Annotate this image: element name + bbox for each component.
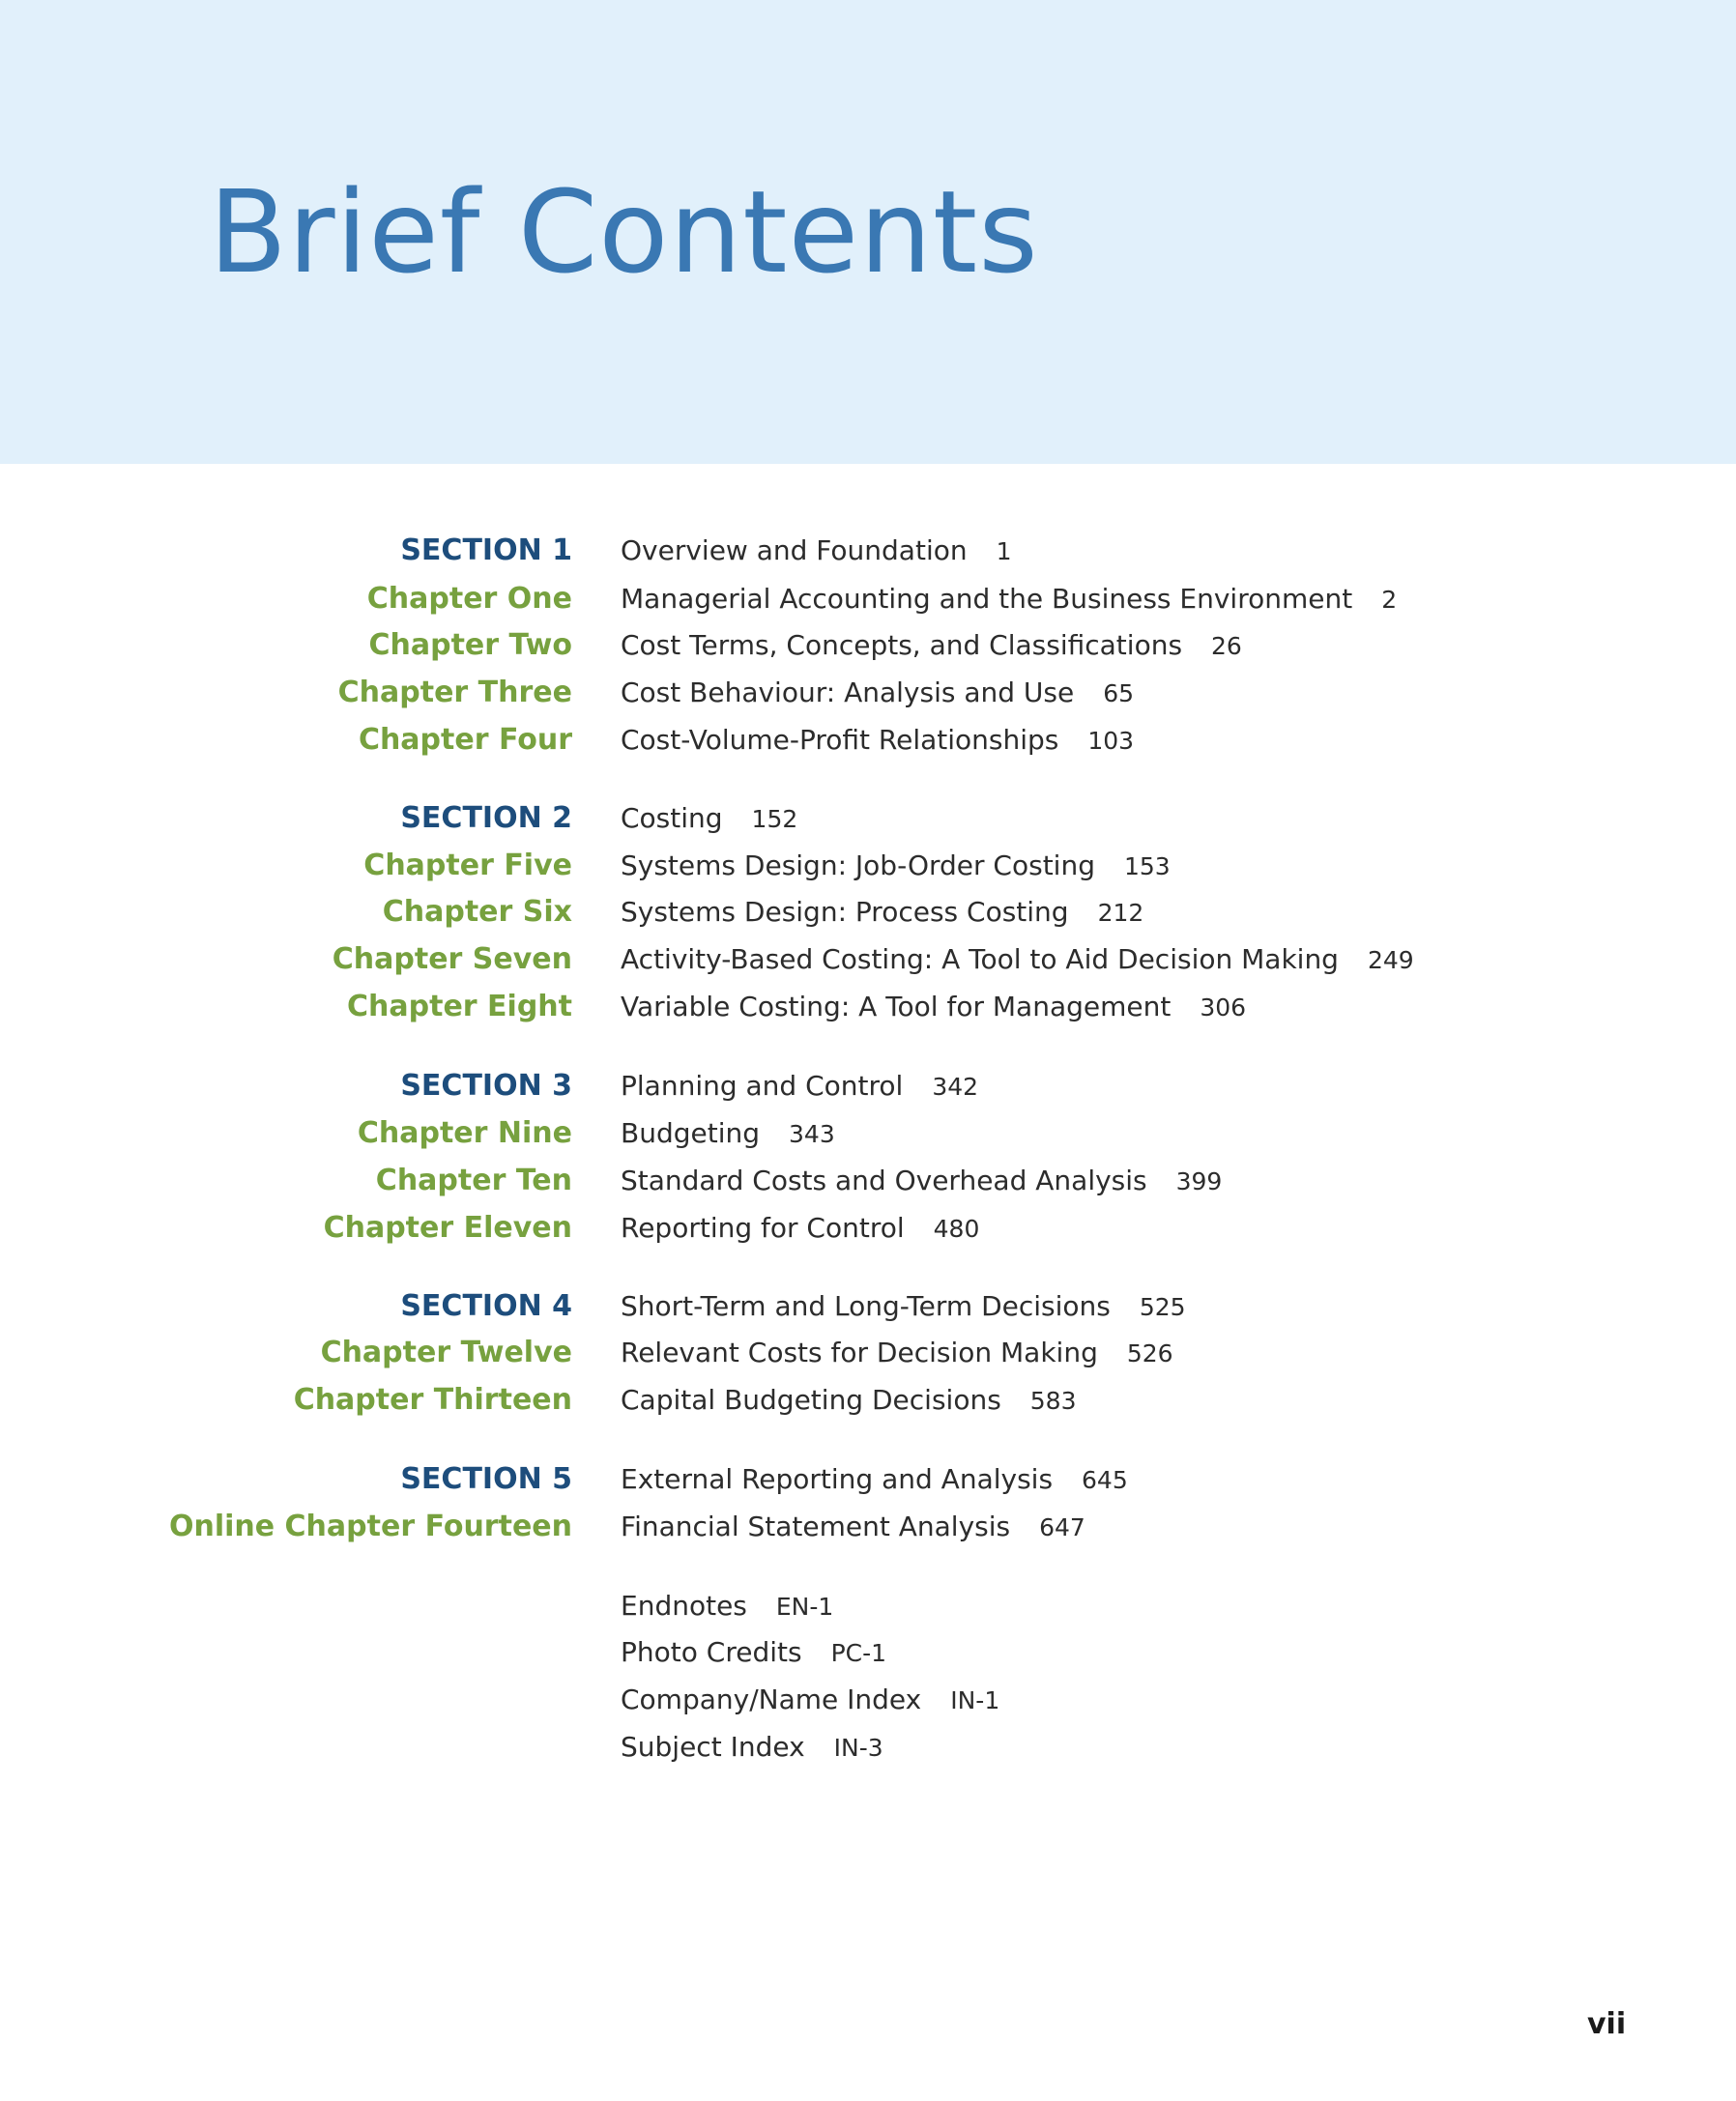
chapter-label: Chapter Eleven: [323, 1211, 572, 1245]
entry: [621, 1158, 1222, 1205]
entry-page-number: 583: [1029, 1387, 1077, 1415]
entry: [621, 1110, 835, 1158]
section-row[interactable]: [0, 795, 1736, 842]
entry: [621, 843, 1171, 890]
entry-title: Variable Costing: A Tool for Management: [621, 991, 1172, 1022]
entry: [621, 1283, 1186, 1331]
chapter-row[interactable]: [0, 717, 1736, 763]
entry: [621, 1456, 1128, 1504]
entry-title: Costing: [621, 802, 723, 834]
entry-page-number: 1: [996, 537, 1012, 565]
entry-title: Capital Budgeting Decisions: [621, 1384, 1001, 1416]
chapter-row[interactable]: [0, 1158, 1736, 1204]
chapter-row[interactable]: [0, 889, 1736, 935]
chapter-label: Chapter One: [366, 582, 572, 616]
entry-title: Standard Costs and Overhead Analysis: [621, 1165, 1147, 1196]
entry-page-number: 306: [1200, 993, 1247, 1022]
entry-page-number: 152: [751, 805, 798, 833]
back-matter-row[interactable]: [0, 1724, 1736, 1770]
entry-page-number: 153: [1123, 852, 1171, 880]
entry: [621, 889, 1143, 936]
entry-page-number: IN-1: [950, 1686, 1000, 1714]
entry-page-number: 65: [1103, 679, 1135, 707]
entry: [621, 1205, 979, 1252]
chapter-label: Chapter Two: [368, 628, 572, 662]
section-label: SECTION 2: [400, 801, 572, 835]
section-row[interactable]: [0, 1456, 1736, 1503]
chapter-row[interactable]: [0, 1110, 1736, 1157]
back-matter-row[interactable]: [0, 1629, 1736, 1676]
entry-title: Cost Terms, Concepts, and Classifications: [621, 629, 1183, 661]
chapter-label: Chapter Seven: [332, 942, 572, 976]
section-label: SECTION 3: [400, 1069, 572, 1103]
entry-title: Systems Design: Job-Order Costing: [621, 849, 1095, 881]
entry-title: Company/Name Index: [621, 1684, 922, 1715]
entry: [621, 1583, 833, 1630]
chapter-row[interactable]: [0, 936, 1736, 983]
entry-page-number: 480: [933, 1215, 980, 1243]
entry: [621, 984, 1246, 1031]
entry-title: Planning and Control: [621, 1070, 904, 1102]
entry-page-number: IN-3: [833, 1734, 883, 1762]
chapter-label: Chapter Ten: [375, 1164, 572, 1197]
entry-page-number: 526: [1126, 1339, 1173, 1367]
section-label: SECTION 4: [400, 1289, 572, 1323]
entry: [621, 528, 1012, 575]
entry-page-number: EN-1: [775, 1593, 834, 1621]
entry-page-number: 647: [1039, 1513, 1085, 1541]
entry-page-number: 525: [1139, 1293, 1186, 1321]
chapter-row[interactable]: [0, 576, 1736, 622]
entry-page-number: 399: [1175, 1167, 1223, 1195]
entry-title: Reporting for Control: [621, 1212, 905, 1244]
entry-page-number: 212: [1097, 899, 1144, 927]
chapter-label: Chapter Thirteen: [293, 1383, 572, 1417]
entry-title: Subject Index: [621, 1731, 805, 1763]
chapter-label: Chapter Three: [337, 676, 572, 709]
entry: [621, 1629, 886, 1677]
entry-title: Short-Term and Long-Term Decisions: [621, 1290, 1111, 1322]
chapter-label: Chapter Eight: [347, 990, 572, 1023]
chapter-label: Chapter Five: [363, 849, 572, 882]
chapter-label: Chapter Twelve: [320, 1336, 572, 1369]
entry-title: Activity-Based Costing: A Tool to Aid Decision Making: [621, 943, 1339, 975]
entry: [621, 795, 797, 843]
section-row[interactable]: [0, 528, 1736, 574]
entry-page-number: 645: [1082, 1466, 1128, 1494]
entry-page-number: 26: [1211, 632, 1242, 660]
entry-title: Endnotes: [621, 1590, 747, 1622]
chapter-row[interactable]: [0, 670, 1736, 716]
entry-title: Photo Credits: [621, 1636, 802, 1668]
chapter-row[interactable]: [0, 622, 1736, 669]
entry-title: Budgeting: [621, 1117, 761, 1149]
entry: [621, 670, 1134, 717]
entry: [621, 1063, 978, 1110]
entry-title: Managerial Accounting and the Business Environment: [621, 583, 1353, 615]
entry: [621, 1377, 1077, 1425]
chapter-row[interactable]: [0, 1330, 1736, 1376]
chapter-label: Online Chapter Fourteen: [168, 1510, 572, 1543]
chapter-row[interactable]: [0, 1504, 1736, 1550]
chapter-row[interactable]: [0, 984, 1736, 1030]
chapter-label: Chapter Nine: [357, 1116, 572, 1150]
entry-page-number: 342: [932, 1073, 979, 1101]
entry: [621, 717, 1134, 764]
back-matter-row[interactable]: [0, 1583, 1736, 1629]
entry-title: Cost Behaviour: Analysis and Use: [621, 676, 1075, 708]
back-matter-row[interactable]: [0, 1677, 1736, 1723]
entry-page-number: 103: [1087, 727, 1135, 755]
chapter-label: Chapter Four: [358, 723, 572, 757]
entry: [621, 1724, 883, 1771]
chapter-label: Chapter Six: [382, 895, 572, 929]
section-label: SECTION 1: [400, 533, 572, 567]
entry: [621, 1677, 999, 1724]
entry: [621, 936, 1414, 984]
chapter-row[interactable]: [0, 1377, 1736, 1424]
entry: [621, 576, 1397, 623]
entry: [621, 622, 1242, 670]
chapter-row[interactable]: [0, 843, 1736, 889]
section-label: SECTION 5: [400, 1462, 572, 1496]
page-title: Brief Contents: [209, 165, 1039, 299]
entry-page-number: 343: [789, 1120, 835, 1148]
entry-page-number: PC-1: [830, 1639, 887, 1667]
section-row[interactable]: [0, 1063, 1736, 1109]
entry-title: Overview and Foundation: [621, 534, 968, 566]
entry-title: Relevant Costs for Decision Making: [621, 1337, 1098, 1368]
entry-title: Systems Design: Process Costing: [621, 896, 1069, 928]
section-row[interactable]: [0, 1283, 1736, 1330]
page-number: vii: [1587, 2007, 1627, 2041]
entry: [621, 1330, 1173, 1377]
entry-page-number: 249: [1367, 946, 1414, 974]
entry-title: External Reporting and Analysis: [621, 1463, 1054, 1495]
entry-title: Financial Statement Analysis: [621, 1511, 1011, 1542]
entry-title: Cost-Volume-Profit Relationships: [621, 724, 1059, 756]
chapter-row[interactable]: [0, 1205, 1736, 1252]
entry-page-number: 2: [1381, 586, 1398, 614]
entry: [621, 1504, 1085, 1551]
